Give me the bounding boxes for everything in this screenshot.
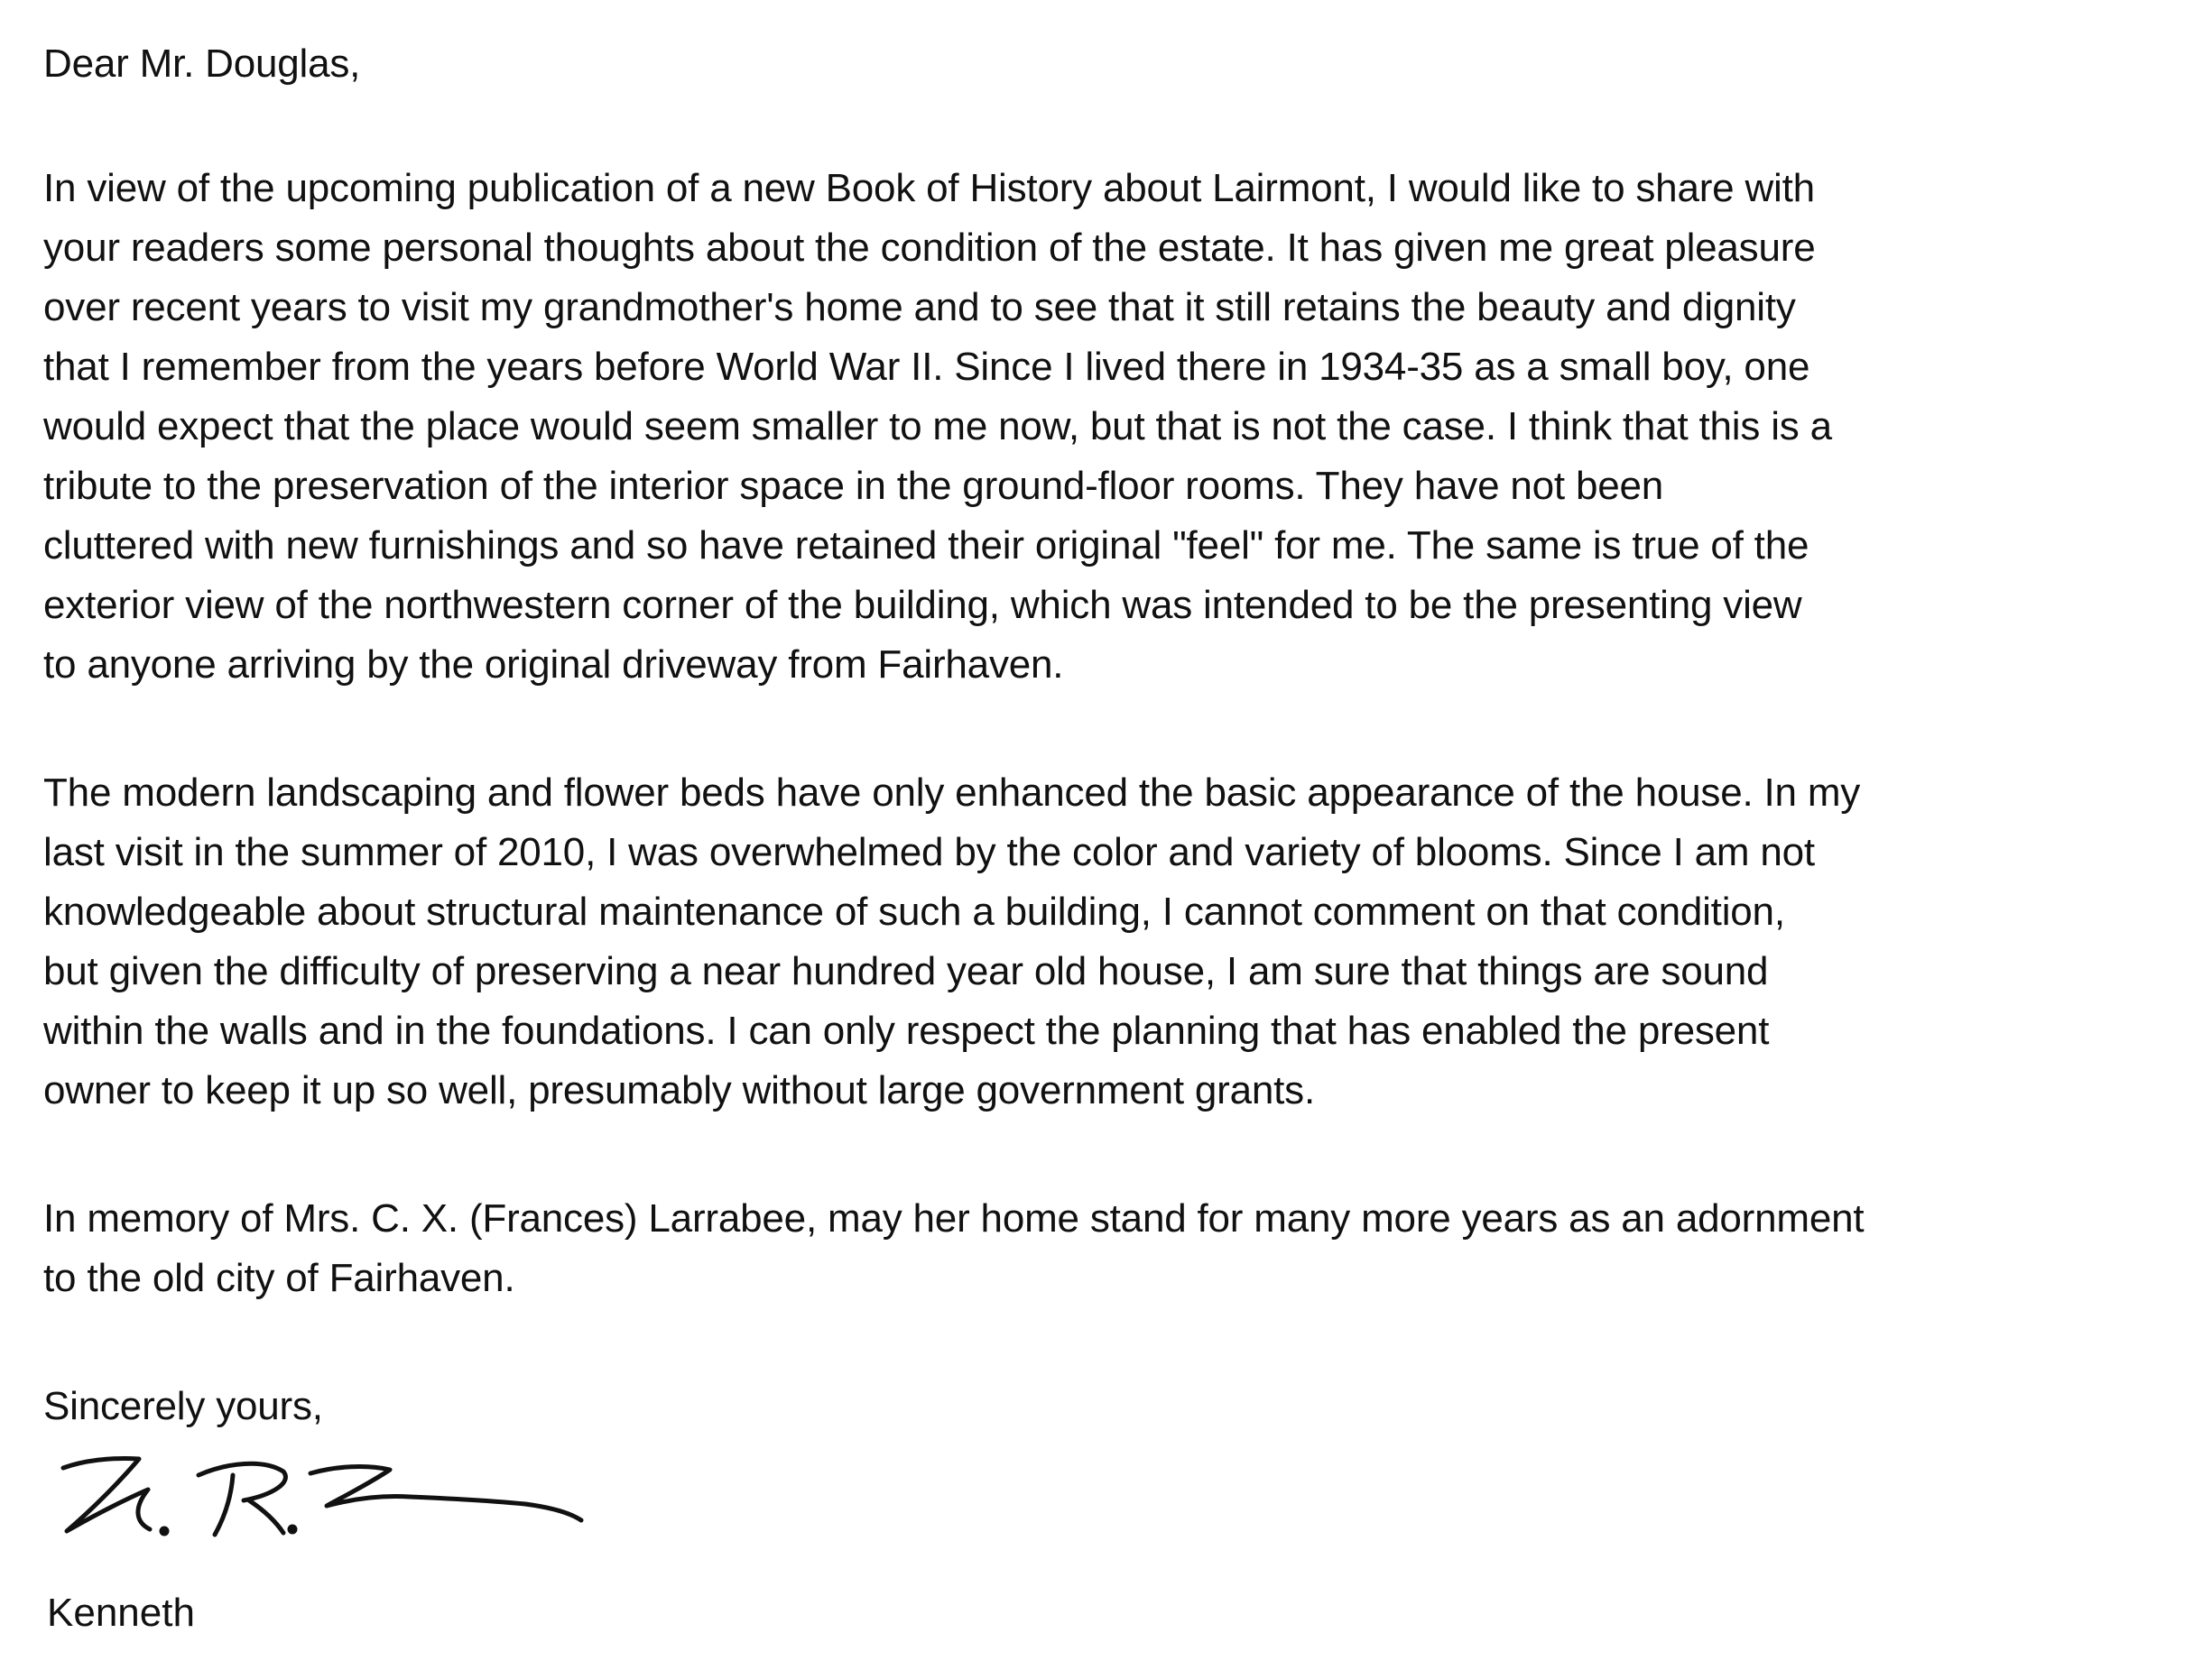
paragraph-line: tribute to the preservation of the interior space in the ground-floor rooms. They have not been [43,464,1664,508]
paragraph-2 [43,763,2191,1121]
paragraph-line: exterior view of the northwestern corner of the building, which was intended to be the presenting view [43,583,1802,627]
paragraph-line: but given the difficulty of preserving a near hundred year old house, I am sure that things are sound [43,949,1769,993]
closing: Sincerely yours, [43,1384,323,1428]
letter-body [43,34,2191,1436]
paragraph-line: In memory of Mrs. C. X. (Frances) Larrabee, may her home stand for many more years as an adornment [43,1196,1865,1241]
paragraph-line: would expect that the place would seem smaller to me now, but that is not the case. I think that this is a [43,404,1832,448]
paragraph-line: within the walls and in the foundations. I can only respect the planning that has enabled the present [43,1009,1770,1053]
paragraph-line: owner to keep it up so well, presumably without large government grants. [43,1068,1316,1112]
paragraph-line: In view of the upcoming publication of a new Book of History about Lairmont, I would like to share with [43,166,1815,210]
paragraph-line: to the old city of Fairhaven. [43,1256,515,1300]
paragraph-line: cluttered with new furnishings and so have retained their original "feel" for me. The same is true of the [43,523,1809,568]
paragraph-line: your readers some personal thoughts about the condition of the estate. It has given me great pleasure [43,226,1816,270]
paragraph-line: The modern landscaping and flower beds have only enhanced the basic appearance of the house. In my [43,771,1861,815]
paragraph-line: to anyone arriving by the original driveway from Fairhaven. [43,642,1064,687]
paragraph-line: over recent years to visit my grandmother's home and to see that it still retains the beauty and dignity [43,285,1796,329]
signature [56,1448,597,1547]
salutation: Dear Mr. Douglas, [43,42,361,86]
paragraph-line: last visit in the summer of 2010, I was overwhelmed by the color and variety of blooms. Since I am not [43,830,1815,874]
paragraph-line: that I remember from the years before World War II. Since I lived there in 1934-35 as a small boy, one [43,345,1810,389]
paragraph-line: knowledgeable about structural maintenance of such a building, I cannot comment on that condition, [43,890,1785,934]
signer-name: Kenneth [47,1591,195,1635]
paragraph-3 [43,1189,2191,1308]
paragraph-1 [43,159,2191,695]
